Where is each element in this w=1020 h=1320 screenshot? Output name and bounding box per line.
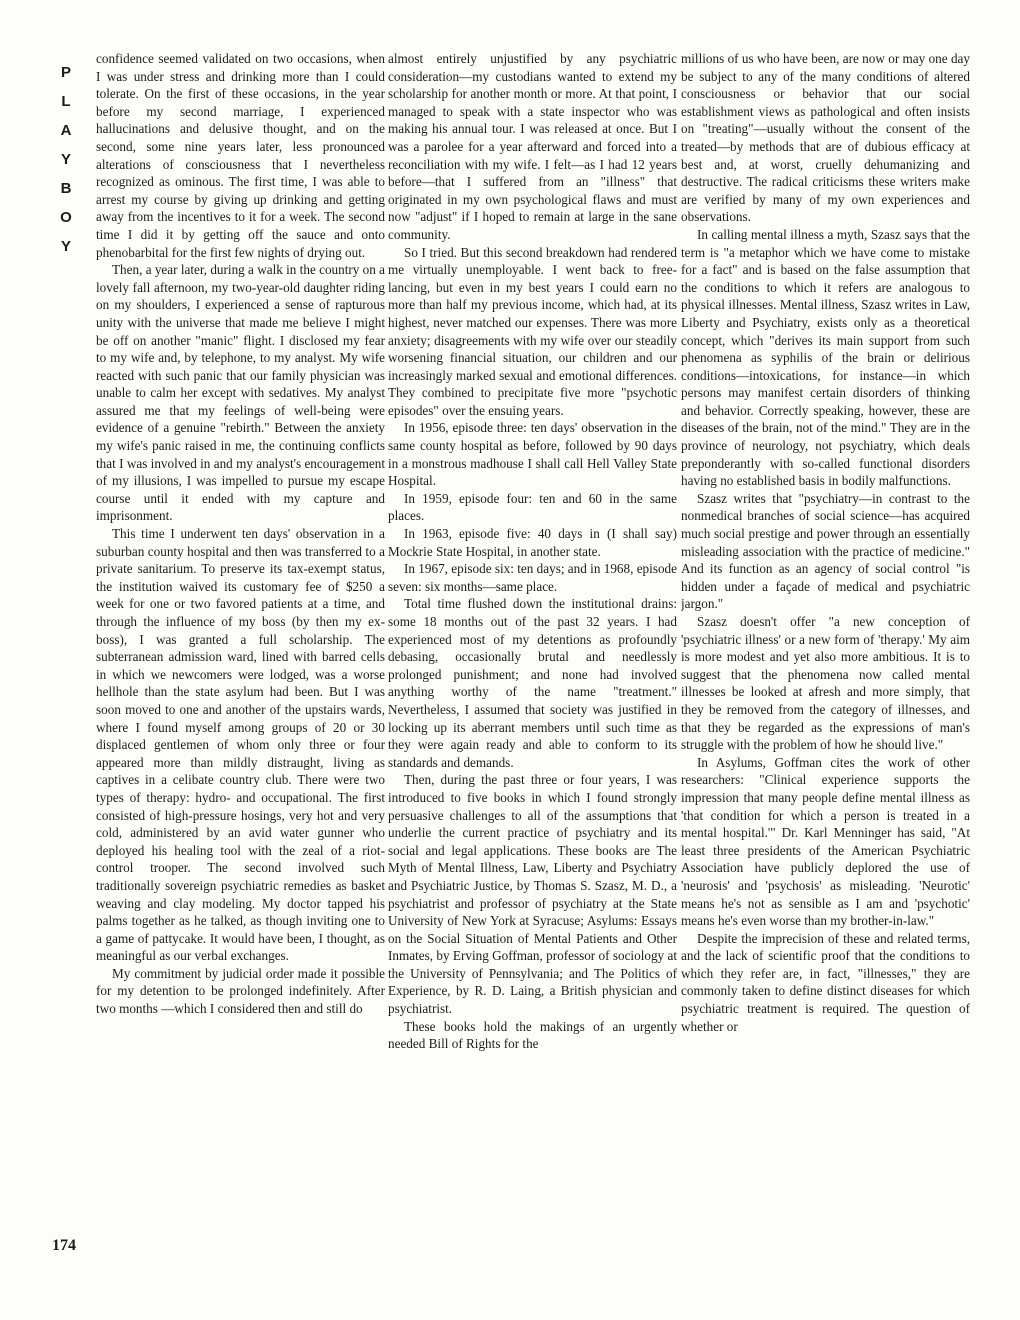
paragraph: In 1967, episode six: ten days; and in 1968, episode seven: six months—same place. (388, 561, 677, 594)
text-column-3 (681, 50, 970, 1260)
paragraph: In 1963, episode five: 40 days in (I shall say) Mockrie State Hospital, in another state. (388, 526, 677, 559)
paragraph: Then, a year later, during a walk in the country on a lovely fall afternoon, my two-year-old daughter riding on my shoulders, I experienced a sense of rapturous unity with the universe that made me believe I might be off on another "manic" flight. I disclosed my fear to my wife and, by telephone, to my analyst. My wife reacted with such panic that our family physician was unable to calm her except with sedatives. My analyst assured me that my feelings of well-being were evidence of a genuine "rebirth." Between the anxiety my wife's panic raised in me, the continuing conflicts that I was involved in and my analyst's encouragement of my illusions, I was impelled to pursue my escape course until it ended with my capture and imprisonment. (96, 262, 385, 524)
page-number: 174 (52, 1237, 76, 1254)
paragraph: In calling mental illness a myth, Szasz says that the term is "a metaphor which we have come to mistake for a fact" and is based on the false assumption that the conditions to which it refers are analogous to physical illnesses. Mental illness, Szasz writes in Law, Liberty and Psychiatry, exists only as a theoretical concept, which "derives its main support from such phenomena as syphilis of the brain or delirious conditions—intoxications, for instance—in which persons may manifest certain disorders of thinking and behavior. Correctly speaking, however, these are diseases of the brain, not of the mind." They are in the province of neurology, not psychiatry, which deals preponderantly with so-called functional disorders having no established basis in bodily malfunctions. (681, 226, 970, 489)
paragraph: In Asylums, Goffman cites the work of other researchers: "Clinical experience supports the impression that many people define mental illness as 'that condition for which a person is treated in a mental hospital.'" Dr. Karl Menninger has said, "At least three presidents of the American Psychiatric Association have publicly deplored the use of 'neurosis' and 'psychosis' as misleading. 'Neurotic' means he's not as sensible as I am and 'psychotic' means he's even worse than my brother-in-law." (681, 754, 970, 929)
paragraph: Szasz writes that "psychiatry—in contrast to the nonmedical branches of social science—has acquired much social prestige and power through an essentially misleading association with the practice of medicine." And its function as an agency of social control "is hidden under a façade of medical and psychiatric jargon." (681, 490, 970, 612)
paragraph: almost entirely unjustified by any psychiatric consideration—my custodians wanted to extend my scholarship for another month or more. At that point, I managed to speak with a state inspector who was making his annual tour. I was released at once. But I was a parolee for a year afterward and forced into a reconciliation with my wife. I felt—as I had 12 years before—that I suffered from an "illness" that originated in my own psychological flaws and must now "adjust" if I hoped to remain at large in the sane community. (388, 51, 677, 242)
running-head-text: P L A Y B O Y (60, 64, 72, 255)
paragraph: So I tried. But this second breakdown had rendered me virtually unemployable. I went back to free-lancing, but even in my best years I could earn no more than half my previous income, which had, at its highest, never matched our expenses. There was more anxiety; disagreements with my wife over our steadily worsening financial situation, our children and our increasingly marked sexual and emotional differences. They combined to precipitate five more "psychotic episodes" over the ensuing years. (388, 244, 677, 418)
paragraph: Despite the imprecision of these and related terms, and the lack of scientific proof that the conditions to which they refer are, in fact, "illnesses," they are commonly taken to define distinct diseases for which psychiatric treatment is required. The question of whether or (681, 930, 970, 1034)
paragraph: In 1959, episode four: ten and 60 in the same places. (388, 490, 677, 524)
text-column-2 (388, 50, 677, 1260)
paragraph: Total time flushed down the institutional drains: some 18 months out of the past 32 years. I had experienced most of my detentions as profoundly debasing, occasionally brutal and needlessly prolonged punishment; and none had involved anything worthy of the name "treatment." Nevertheless, I assumed that society was justified in locking up its aberrant members until such time as they were again ready and able to conform to its standards and demands. (388, 596, 677, 770)
paragraph: Szasz doesn't offer "a new conception of 'psychiatric illness' or a new form of 'therapy.' My aim is more modest and yet also more ambitious. It is to suggest that the phenomena now called mental illnesses be looked at afresh and more simply, that they be removed from the category of illnesses, and that they be regarded as the expressions of man's struggle with the problem of how he should live." (681, 614, 970, 753)
text-column-1 (96, 50, 385, 1260)
paragraph: These books hold the makings of an urgently needed Bill of Rights for the (388, 1018, 677, 1052)
paragraph: My commitment by judicial order made it possible for my detention to be prolonged indefinitely. After two months —which I considered then and still do (96, 965, 385, 1017)
paragraph: In 1956, episode three: ten days' observation in the same county hospital as before, followed by 90 days in a monstrous madhouse I shall call Hell Valley State Hospital. (388, 420, 677, 489)
running-head-playboy (52, 58, 80, 261)
paragraph: millions of us who have been, are now or may one day be subject to any of the many conditions of altered consciousness or behavior that our social establishment views as pathological and often insists on "treating"—usually without the consent of the treated—by methods that are of dubious efficacy at best and, at worst, cruelly dehumanizing and destructive. The radical criticisms these writers make are verified by many of my own experiences and observations. (681, 51, 970, 225)
paragraph: confidence seemed validated on two occasions, when I was under stress and drinking more than I could tolerate. On the first of these occasions, in the year before my second marriage, I experienced hallucinations and delusive thought, and on the second, some nine years later, less pronounced alterations of consciousness that I nevertheless recognized as ominous. The first time, I was able to arrest my course by giving up drinking and getting away from the incentives to it for a week. The second time I did it by getting off the sauce and onto phenobarbital for the first few nights of drying out. (96, 51, 385, 260)
paragraph: Then, during the past three or four years, I was introduced to five books in which I found strongly persuasive challenges to all of the assumptions that underlie the current practice of psychiatry and its social and legal applications. These books are The Myth of Mental Illness, Law, Liberty and Psychiatry and Psychiatric Justice, by Thomas S. Szasz, M. D., a psychiatrist and professor of psychiatry at the State University of New York at Syracuse; Asylums: Essays on the Social Situation of Mental Patients and Other Inmates, by Erving Goffman, professor of sociology at the University of Pennsylvania; and The Politics of Experience, by R. D. Laing, a British physician and psychiatrist. (388, 772, 677, 1017)
paragraph: This time I underwent ten days' observation in a suburban county hospital and then was transferred to a private sanitarium. To preserve its tax-exempt status, the institution waived its customary fee of $250 a week for one or two favored patients at a time, and through the influence of my boss (by then my ex-boss), I was granted a full scholarship. The subterranean admission ward, lined with barred cells in which we newcomers were lodged, was a worse hellhole than the state asylum had been. But I was soon moved to one and another of the upstairs wards, where I found myself among groups of 20 or 30 displaced gentlemen of whom only three or four appeared more than mildly distraught, living as captives in a celibate country club. There were two types of therapy: hydro- and occupational. The first consisted of high-pressure hosings, very hot and very cold, administered by an avid water gunner who deployed his healing tool with the zeal of a riot-control trooper. The second involved such traditionally sovereign psychiatric remedies as basket weaving and clay modeling. My doctor tapped his palms together as he talked, as though inviting one to a game of pattycake. It would have been, I thought, as meaningful as our verbal exchanges. (96, 526, 385, 964)
